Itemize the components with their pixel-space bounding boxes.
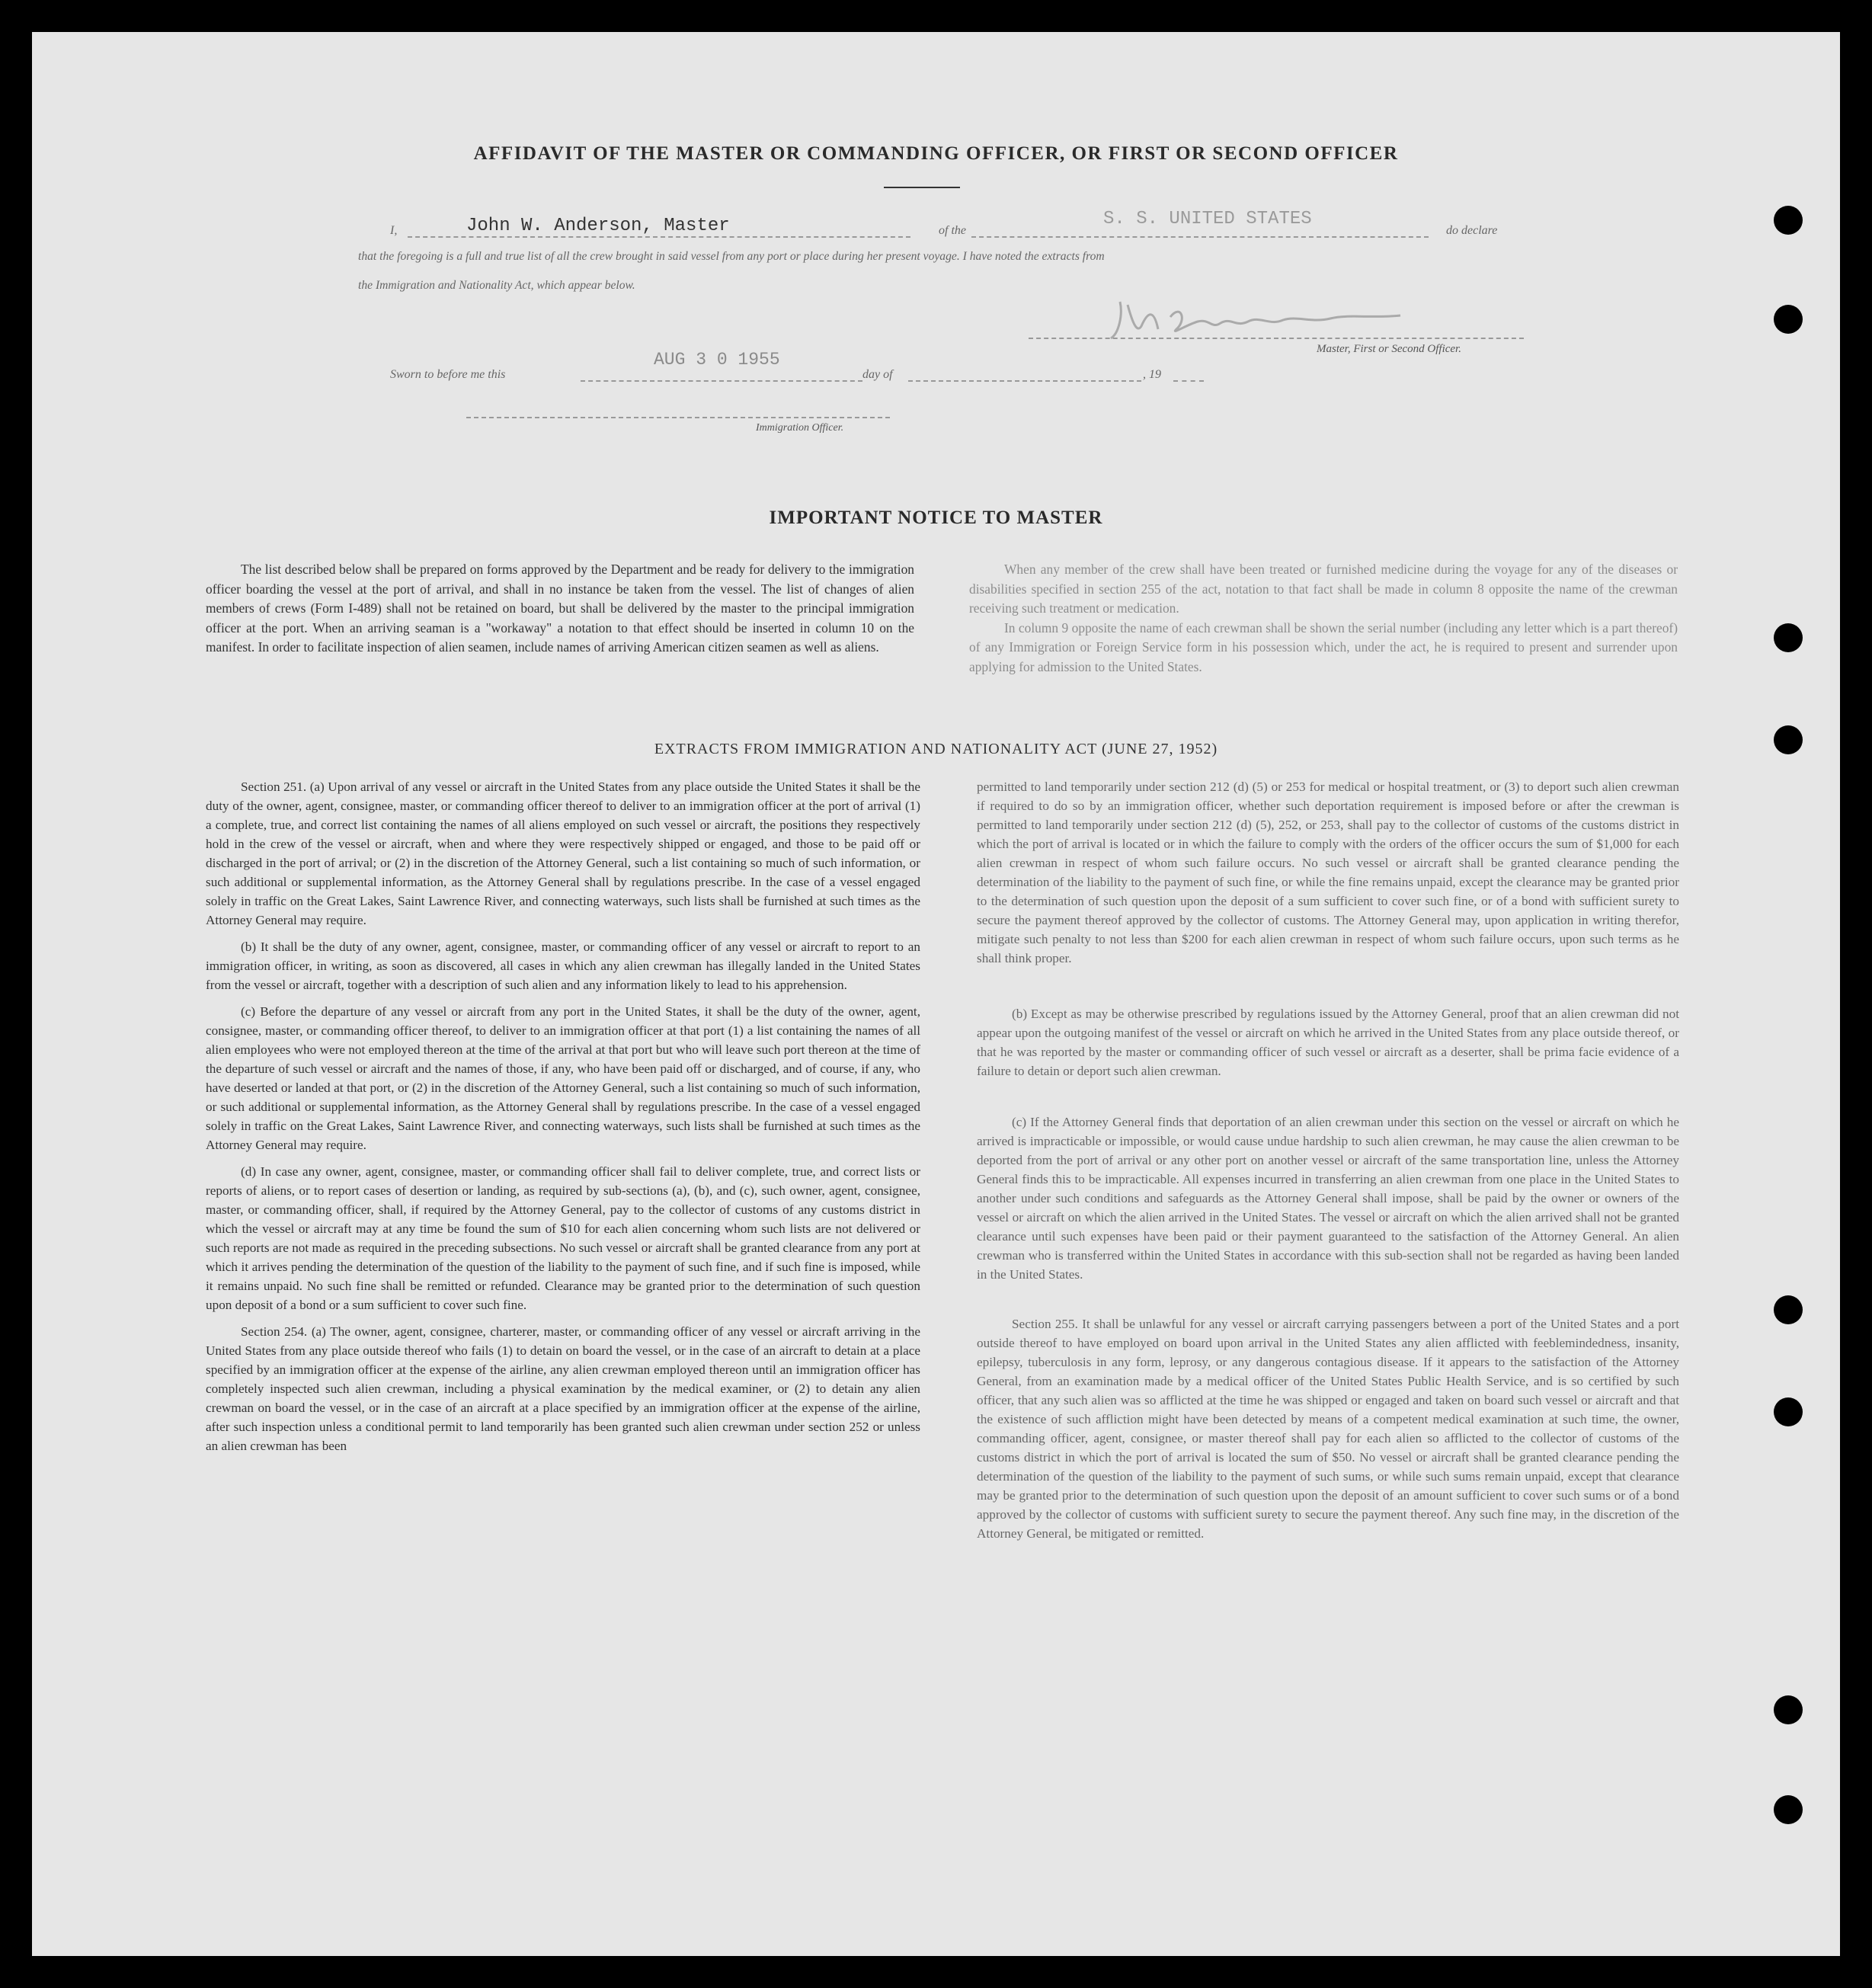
punch-hole xyxy=(1774,1695,1803,1724)
signature-line xyxy=(1029,338,1524,339)
vessel-field-line xyxy=(971,236,1429,238)
affidavit-i-label: I, xyxy=(390,224,398,237)
punch-hole xyxy=(1774,1295,1803,1324)
affidavit-title: AFFIDAVIT OF THE MASTER OR COMMANDING OFFICER, OR FIRST OR SECOND OFFICER xyxy=(473,143,1399,164)
notice-paragraph: The list described below shall be prepared on forms approved by the Department and be ready for delivery to the immigration officer boarding the vessel at the port of arrival, and shall in no instance be taken from the vessel. The list of changes of alien members of crews (Form I-489) shall not be retained on board, but shall be delivered by the master to the principal immigration officer at the port. When an arriving seaman is a "workaway" a notation to that effect should be inserted in column 10 on the manifest. In order to facilitate inspection of alien seamen, include names of arriving American citizen seamen as well as aliens. xyxy=(206,562,914,655)
extract-paragraph: Section 254. (a) The owner, agent, consignee, charterer, master, or commanding officer of any vessel or aircraft arriving in the United States from any place outside thereof who fails (1) to detain on board the vessel, or in the case of an aircraft to detain at a place specified by an immigration officer at the expense of the airline, any alien crewman employed thereon until an immigration officer has completely inspected such alien crewman, including a physical examination by the medical examiner, or (2) to detain any alien crewman on board the vessel, or in the case of an aircraft at a place specified by an immigration officer at the expense of the airline, after such inspection unless a conditional permit to land temporarily has been granted such alien crewman under section 252 or unless an alien crewman has been xyxy=(206,1324,920,1453)
extract-paragraph: Section 255. It shall be unlawful for any vessel or aircraft carrying passengers between a port of the United States and a port outside thereof to have employed on board upon arrival in the United States any alien afflicted with feeblemindedness, insanity, epilepsy, tuberculosis in any form, leprosy, or any dangerous contagious disease. If it appears to the satisfaction of the Attorney General, from an examination made by a medical officer of the United States Public Health Service, and is so certified by such officer, that any such alien was so afflicted at the time he was shipped or engaged and taken on board such vessel or aircraft and that the existence of such affliction might have been detected by means of a competent medical examination at such time, the owner, commanding officer, agent, consignee, or master thereof shall pay for each alien so afflicted to the collector of customs of the customs district in which the port of arrival is located the sum of $50. No vessel or aircraft shall be granted clearance pending the determination of the question of the liability to the payment of such sums, or while such sums remain unpaid, except that clearance may be granted prior to the determination of such question upon the deposit of an amount sufficient to cover such sums or of a bond approved by the collector of customs with sufficient surety to secure the payment thereof. Any such fine may, in the discretion of the Attorney General, be mitigated or remitted. xyxy=(977,1317,1679,1541)
extract-paragraph: permitted to land temporarily under section 212 (d) (5) or 253 for medical or hospital treatment, or (3) to deport such alien crewman if required to do so by an immigration officer, whether such deportation requirement is imposed before or after the crewman is permitted to land temporarily under section 212 (d) (5), 252, or 253, shall pay to the collector of customs of the customs district in which the port of arrival is located or in which the failure to comply with the orders of the officer occurs the sum of $1,000 for each alien crewman in respect of whom such failure occurs. No such vessel or aircraft shall be granted clearance pending the determination of the liability to the payment of such fine, or while the fine remains unpaid, except the clearance may be granted prior to the determination of such question upon the deposit of a sum sufficient to cover such fine, or of a bond with sufficient surety to secure the payment thereof approved by the collector of customs. The Attorney General may, upon application in writing therefor, mitigate such penalty to not less than $200 for each alien crewman in respect of whom such failure occurs, upon such terms as he shall think proper. xyxy=(977,780,1679,965)
extract-paragraph: (d) In case any owner, agent, consignee, master, or commanding officer shall fail to deliver complete, true, and correct lists or reports of aliens, or to report cases of desertion or landing, as required by sub-sections (a), (b), and (c), such owner, agent, consignee, master, or commanding officer, shall, if required by the Attorney General, pay to the collector of customs of any customs district in which the vessel or aircraft may at any time be found the sum of $10 for each alien concerning whom such lists are not delivered or such reports are not made as required in the preceding subsections. No such vessel or aircraft shall be granted clearance from any port at which it arrives pending the determination of the question of the liability to the payment of such fine, and if such fine is imposed, while it remains unpaid. No such fine shall be remitted or refunded. Clearance may be granted prior to the determination of such question upon deposit of a bond or a sum sufficient to cover such fine. xyxy=(206,1164,920,1312)
notice-right-column xyxy=(969,560,1678,684)
notice-paragraph: When any member of the crew shall have been treated or furnished medicine during the voyage for any of the diseases or disabilities specified in section 255 of the act, notation to that fact shall be made in column 8 opposite the name of the crewman receiving such treatment or medication. xyxy=(969,562,1678,616)
title-rule xyxy=(884,187,960,188)
extract-paragraph: (b) Except as may be otherwise prescribed by regulations issued by the Attorney General, proof that an alien crewman did not appear upon the outgoing manifest of the vessel or aircraft on which he arrived in the United States from any place outside thereof, or that he was reported by the master or commanding officer of such vessel or aircraft as a deserter, shall be prima facie evidence of a failure to detain or deport such alien crewman. xyxy=(977,1007,1679,1078)
name-field-line xyxy=(408,236,910,238)
do-declare-label: do declare xyxy=(1446,224,1498,237)
extract-paragraph: (c) If the Attorney General finds that deportation of an alien crewman under this section on the vessel or aircraft on which he arrived is impracticable or impossible, or would cause undue hardship to such alien crewman, he may cause the alien crewman to be deported from the port of arrival or any other port on another vessel or aircraft of the same transportation line, unless the Attorney General finds this to be impracticable. All expenses incurred in transferring an alien crewman from one place in the United States to another under such conditions and safeguards as the Attorney General shall impose, shall be paid by the owner or owners of the vessel or aircraft on which the alien arrived in the United States. The vessel or aircraft on which the alien arrived shall not be granted clearance until such expenses have been paid or their payment guaranteed to the satisfaction of the Attorney General. An alien crewman who is transferred within the United States in accordance with this sub-section shall not be regarded as having been landed in the United States. xyxy=(977,1115,1679,1282)
extract-paragraph: Section 251. (a) Upon arrival of any vessel or aircraft in the United States from any place outside the United States it shall be the duty of the owner, agent, consignee, master, or commanding officer thereof to deliver to an immigration officer at the port of arrival (1) a complete, true, and correct list containing the names of all aliens employed on such vessel or aircraft, the positions they respectively hold in the crew of the vessel or aircraft, when and where they were respectively shipped or engaged, and those to be paid off or discharged in the port of arrival; or (2) in the discretion of the Attorney General, such a list containing so much of such information, or such additional or supplemental information, as the Attorney General shall by regulations prescribe. In the case of a vessel engaged solely in traffic on the Great Lakes, Saint Lawrence River, and connecting waterways, such lists shall be furnished at such times as the Attorney General may require. xyxy=(206,780,920,927)
extracts-left-column xyxy=(206,777,920,1463)
extract-paragraph: (c) Before the departure of any vessel or aircraft from any port in the United States, it shall be the duty of the owner, agent, consignee, master, or commanding officer thereof, to deliver to an immigration officer at that port (1) a list containing the names of all alien employees who were not employed thereon at the time of the arrival at that port but who will leave such port thereon at the time of the departure of such vessel or aircraft and the names of those, if any, who have been paid off or discharged, and of course, if any, who have deserted or landed at that port, or (2) in the discretion of the Attorney General, such a list containing so much of such information, or such additional or supplemental information, as the Attorney General shall by regulations prescribe. In the case of a vessel engaged solely in traffic on the Great Lakes, Saint Lawrence River, and connecting waterways, such lists shall be furnished at such times as the Attorney General may require. xyxy=(206,1004,920,1152)
typed-master-name: John W. Anderson, Master xyxy=(466,216,730,236)
extracts-right-column xyxy=(977,777,1679,1551)
punch-hole xyxy=(1774,623,1803,652)
punch-hole xyxy=(1774,206,1803,235)
officer-signature-line xyxy=(466,417,890,418)
sworn-year-line xyxy=(1173,380,1204,382)
day-of-label: day of xyxy=(862,368,893,381)
typed-vessel-name: S. S. UNITED STATES xyxy=(1103,209,1312,229)
punch-hole xyxy=(1774,1795,1803,1824)
signature-caption: Master, First or Second Officer. xyxy=(1317,343,1461,355)
extract-paragraph: (b) It shall be the duty of any owner, agent, consignee, master, or commanding officer of any vessel or aircraft to report to an immigration officer, in writing, as soon as discovered, all cases in which any alien crewman has illegally landed in the United States from the vessel or aircraft, together with a description of such alien and any information likely to lead to his apprehension. xyxy=(206,940,920,992)
affidavit-statement: that the foregoing is a full and true list of all the crew brought in said vessel from any port or place during her present voyage. I have noted the extracts from xyxy=(358,250,1105,263)
master-signature xyxy=(1097,294,1417,347)
sworn-date-stamp: AUG 3 0 1955 xyxy=(654,350,780,370)
year-label: , 19 xyxy=(1143,368,1161,381)
affidavit-statement-cont: the Immigration and Nationality Act, which appear below. xyxy=(358,279,635,292)
extracts-title: EXTRACTS FROM IMMIGRATION AND NATIONALITY ACT (JUNE 27, 1952) xyxy=(654,741,1218,757)
sworn-day-line xyxy=(581,380,862,382)
officer-caption: Immigration Officer. xyxy=(756,422,844,434)
notice-left-column xyxy=(206,560,914,665)
notice-title: IMPORTANT NOTICE TO MASTER xyxy=(769,507,1103,528)
notice-paragraph: In column 9 opposite the name of each crewman shall be shown the serial number (including any letter which is a part thereof) of any Immigration or Foreign Service form in his possession which, under the act, he is required to present and surrender upon applying for admission to the United States. xyxy=(969,619,1678,674)
punch-hole xyxy=(1774,305,1803,334)
of-the-label: of the xyxy=(939,224,966,237)
sworn-month-line xyxy=(908,380,1141,382)
sworn-label: Sworn to before me this xyxy=(390,368,506,381)
punch-hole xyxy=(1774,1397,1803,1426)
